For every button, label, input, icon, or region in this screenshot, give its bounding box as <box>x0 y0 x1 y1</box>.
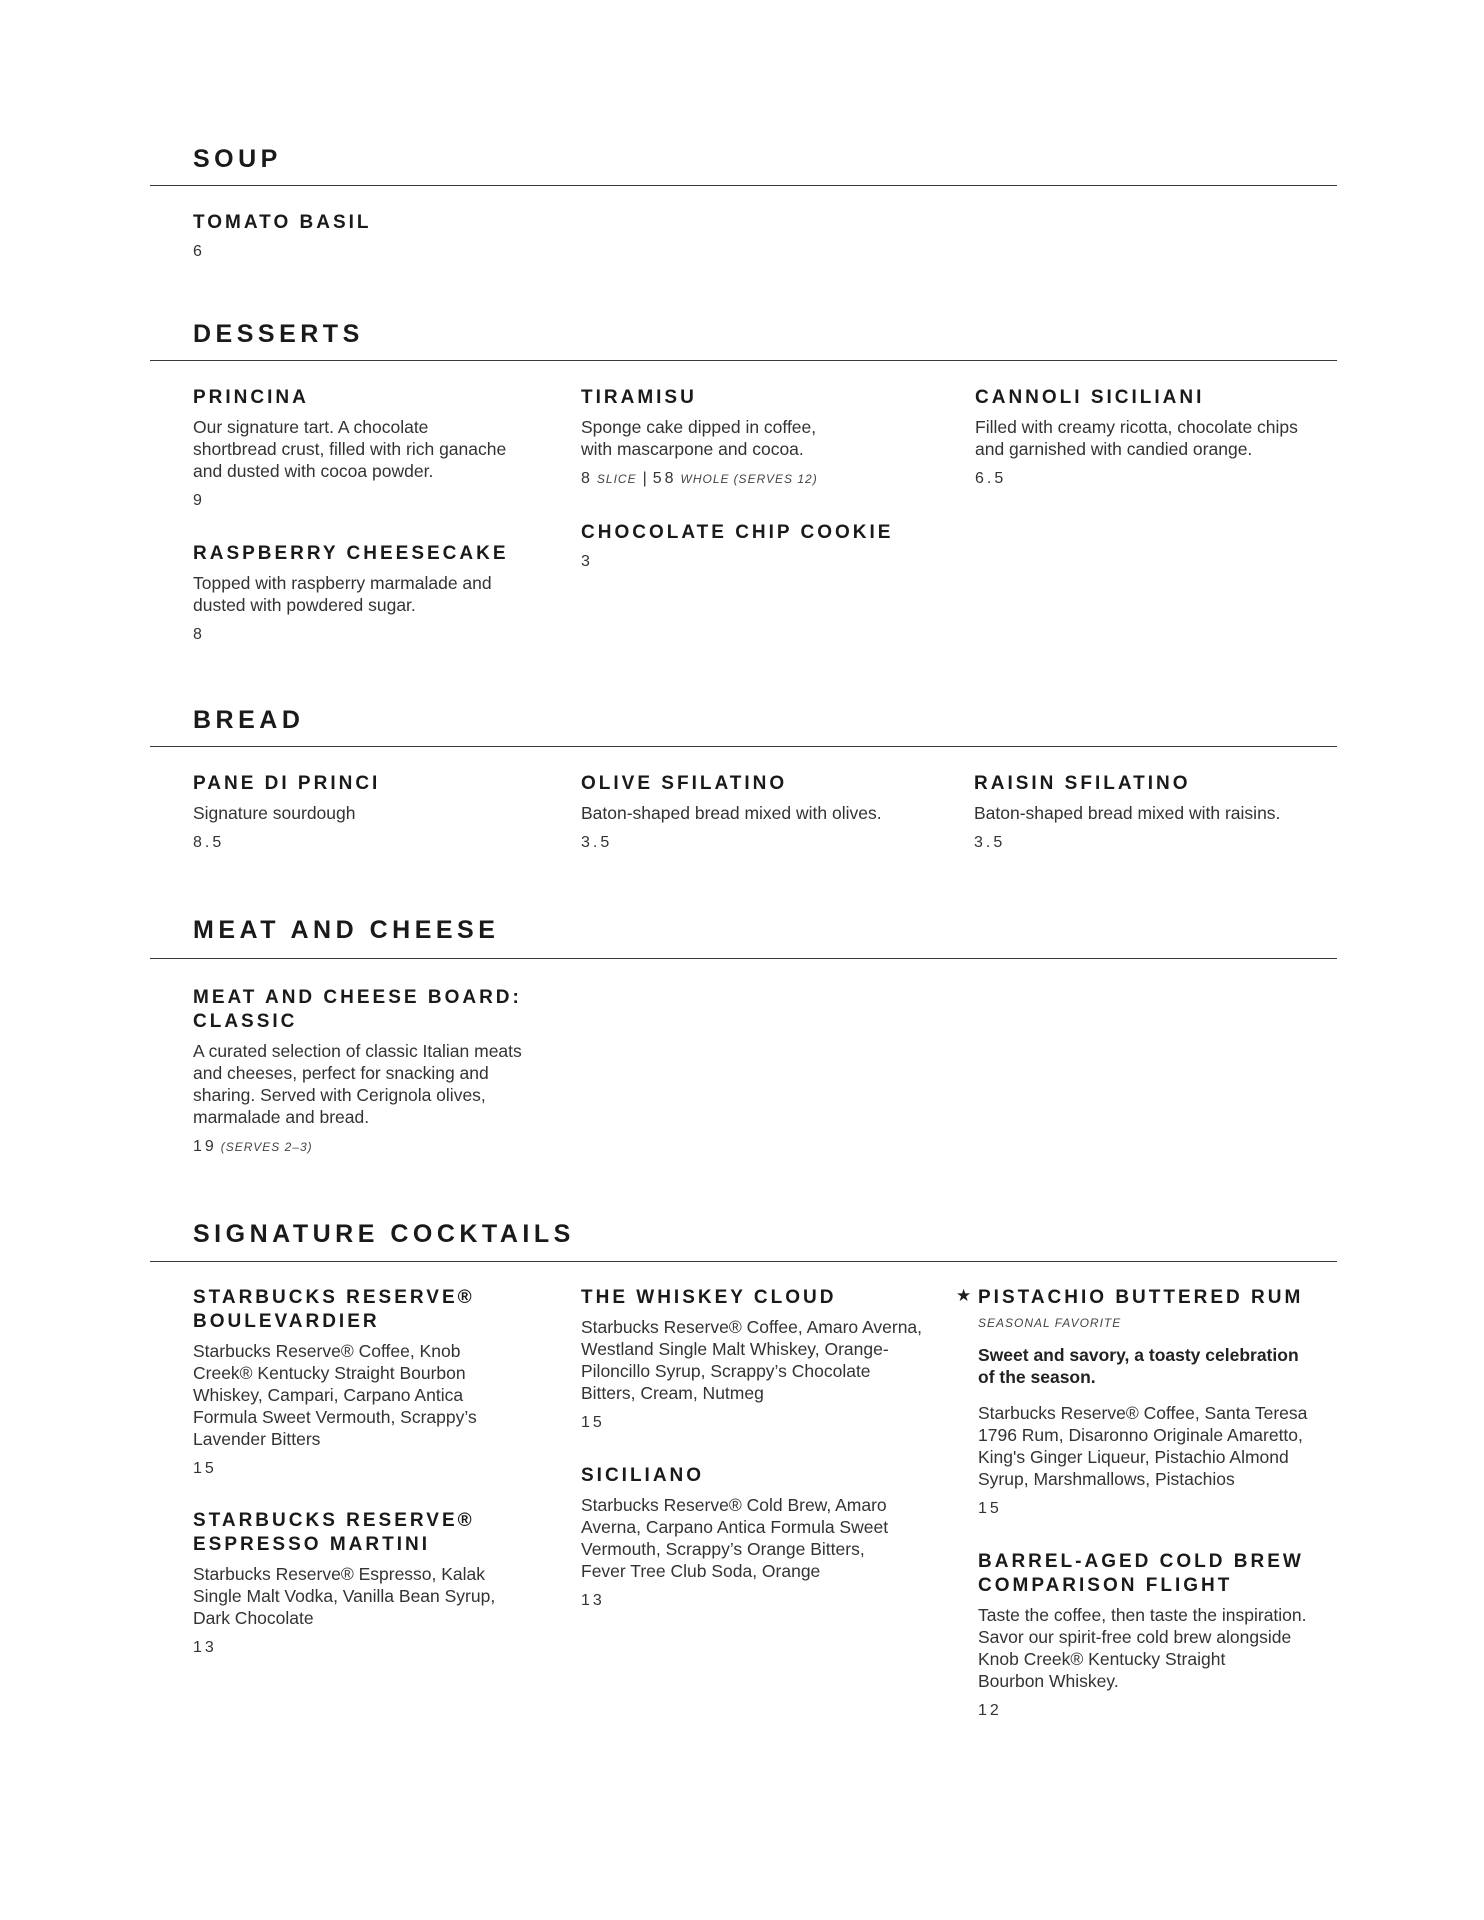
divider <box>150 1261 1337 1262</box>
item-price: 9 <box>193 492 205 509</box>
menu-item-tiramisu <box>581 386 941 490</box>
item-price <box>581 468 941 490</box>
item-description: Starbucks Reserve® Coffee, Amaro Averna, Westland Single Malt Whiskey, Orange- Piloncillo Syrup, Scrappy’s Chocolate Bitters, Cream, Nutmeg <box>581 1317 923 1403</box>
item-price: 15 <box>978 1500 1002 1517</box>
menu-item-siciliano <box>581 1464 941 1612</box>
item-name: PANE DI PRINCI <box>193 773 381 794</box>
slice-label: SLICE <box>596 472 637 486</box>
item-price: 13 <box>581 1592 605 1609</box>
item-name: PRINCINA <box>193 387 309 408</box>
item-description: A curated selection of classic Italian meats and cheeses, perfect for snacking and sharing. Served with Cerignola olives, marmalade and bread. <box>193 1041 522 1127</box>
item-description: Starbucks Reserve® Espresso, Kalak Single Malt Vodka, Vanilla Bean Syrup, Dark Chocolate <box>193 1564 496 1628</box>
item-price: 8.5 <box>193 834 225 851</box>
seasonal-label: SEASONAL FAVORITE <box>978 1316 1122 1330</box>
item-description: Signature sourdough <box>193 803 356 823</box>
item-price: 13 <box>193 1639 217 1656</box>
item-price: 3.5 <box>974 834 1006 851</box>
price-slice: 8 <box>581 470 593 487</box>
item-name: RAISIN SFILATINO <box>974 773 1191 794</box>
section-title-desserts: DESSERTS <box>193 320 364 348</box>
item-price: 3 <box>581 553 593 570</box>
item-name: RASPBERRY CHEESECAKE <box>193 543 509 564</box>
section-title-signature-cocktails: SIGNATURE COCKTAILS <box>193 1220 575 1248</box>
item-price: 6.5 <box>975 470 1007 487</box>
price-separator: | <box>642 470 647 487</box>
divider <box>150 746 1337 747</box>
item-name: TIRAMISU <box>581 387 697 408</box>
menu-item-cold-brew-flight <box>978 1550 1358 1722</box>
price-value: 19 <box>193 1138 217 1155</box>
item-name: MEAT AND CHEESE BOARD: CLASSIC <box>193 987 522 1032</box>
item-name: THE WHISKEY CLOUD <box>581 1287 837 1308</box>
star-icon: ★ <box>956 1286 972 1305</box>
menu-item-boulevardier <box>193 1286 553 1480</box>
item-description: Filled with creamy ricotta, chocolate chips and garnished with candied orange. <box>975 417 1298 459</box>
menu-item-tomato-basil <box>193 211 553 263</box>
serves-note: (SERVES 12) <box>733 472 818 486</box>
item-price: 15 <box>581 1414 605 1431</box>
menu-item-meat-and-cheese-board <box>193 986 573 1158</box>
item-name: BARREL-AGED COLD BREW COMPARISON FLIGHT <box>978 1551 1304 1596</box>
divider <box>150 958 1337 959</box>
menu-item-raisin-sfilatino <box>974 772 1334 854</box>
item-price: 15 <box>193 1460 217 1477</box>
menu-item-cannoli-siciliani <box>975 386 1355 490</box>
item-price <box>193 1136 573 1158</box>
item-name: PISTACHIO BUTTERED RUM <box>978 1287 1304 1308</box>
menu-item-raspberry-cheesecake <box>193 542 573 646</box>
price-whole: 58 <box>652 470 677 487</box>
item-description: Baton-shaped bread mixed with raisins. <box>974 803 1281 823</box>
item-name: OLIVE SFILATINO <box>581 773 788 794</box>
menu-item-espresso-martini <box>193 1509 553 1659</box>
menu-item-chocolate-chip-cookie <box>581 521 941 573</box>
item-description: Baton-shaped bread mixed with olives. <box>581 803 882 823</box>
item-name: CHOCOLATE CHIP COOKIE <box>581 522 894 543</box>
item-description: Sponge cake dipped in coffee, with mascarpone and cocoa. <box>581 417 817 459</box>
item-name: SICILIANO <box>581 1465 705 1486</box>
item-name: STARBUCKS RESERVE® BOULEVARDIER <box>193 1287 475 1332</box>
divider <box>150 360 1337 361</box>
menu-item-olive-sfilatino <box>581 772 941 854</box>
item-price: 6 <box>193 243 205 260</box>
item-name: CANNOLI SICILIANI <box>975 387 1205 408</box>
item-tagline: Sweet and savory, a toasty celebration of the season. <box>978 1345 1299 1387</box>
item-description: Topped with raspberry marmalade and dusted with powdered sugar. <box>193 573 492 615</box>
item-price: 8 <box>193 626 205 643</box>
section-title-soup: SOUP <box>193 145 282 173</box>
whole-label: WHOLE <box>680 472 730 486</box>
menu-item-pane-di-princi <box>193 772 553 854</box>
item-price: 3.5 <box>581 834 613 851</box>
menu-item-pistachio-buttered-rum <box>956 1286 1358 1520</box>
divider <box>150 185 1337 186</box>
item-description: Starbucks Reserve® Coffee, Knob Creek® Kentucky Straight Bourbon Whiskey, Campari, Carpano Antica Formula Sweet Vermouth, Scrappy’s Lavender Bitters <box>193 1341 477 1449</box>
menu-item-whiskey-cloud <box>581 1286 961 1434</box>
item-description: Starbucks Reserve® Cold Brew, Amaro Averna, Carpano Antica Formula Sweet Vermouth, Scrappy’s Orange Bitters, Fever Tree Club Soda, Orange <box>581 1495 889 1581</box>
item-description: Starbucks Reserve® Coffee, Santa Teresa 1796 Rum, Disaronno Originale Amaretto, King's Ginger Liqueur, Pistachio Almond Syrup, Marshmallows, Pistachios <box>978 1403 1308 1489</box>
item-name: TOMATO BASIL <box>193 212 372 233</box>
serves-note: (SERVES 2–3) <box>220 1140 313 1154</box>
item-name: STARBUCKS RESERVE® ESPRESSO MARTINI <box>193 1510 475 1555</box>
item-description: Taste the coffee, then taste the inspiration. Savor our spirit-free cold brew alongside Knob Creek® Kentucky Straight Bourbon Whiskey. <box>978 1605 1307 1691</box>
menu-item-princina <box>193 386 573 512</box>
section-title-bread: BREAD <box>193 706 305 734</box>
item-description: Our signature tart. A chocolate shortbread crust, filled with rich ganache and dusted with cocoa powder. <box>193 417 507 481</box>
section-title-meat-and-cheese: MEAT AND CHEESE <box>193 916 500 944</box>
item-price: 12 <box>978 1702 1002 1719</box>
